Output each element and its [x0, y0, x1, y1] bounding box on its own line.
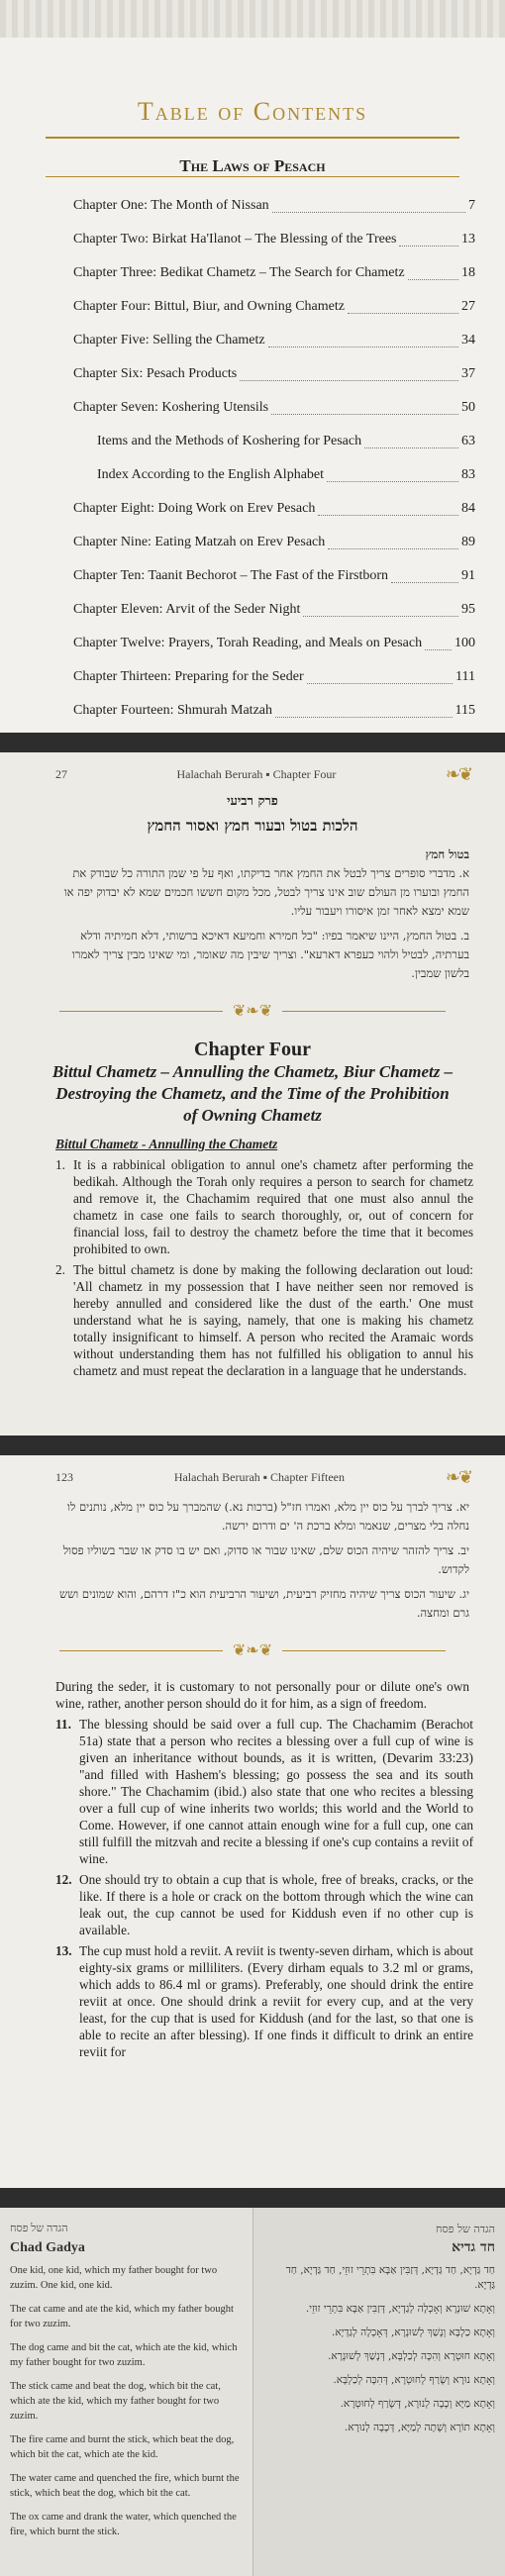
dot-leader — [268, 324, 458, 347]
hebrew-paragraph: יג. שיעור הכוס צריך שיהיה מחזיק רביעית, ושיעור הרביעית הוא כ"ז דרהם, והוא שמונים ושש גרם ומחצה. — [59, 1587, 469, 1620]
running-header — [0, 1455, 505, 1488]
ornament-icon: ❦❧❦ — [232, 1642, 273, 1659]
song-line: The dog came and bit the cat, which ate the kid, which my father bought for two zuzim. — [10, 2342, 238, 2368]
dot-leader — [348, 290, 458, 314]
paragraph-text: One should try to obtain a cup that is whole, free of breaks, cracks, or the like. If there is a hole or crack on the bottom through which the wine can leak out, the cup cannot be used for Kiddush even if no other cup is available. — [79, 1872, 473, 1937]
toc-entry-page: 111 — [455, 669, 475, 684]
toc-entry[interactable] — [73, 660, 475, 694]
paragraph — [0, 1942, 505, 2060]
toc-entry-title: Index According to the English Alphabet — [97, 467, 325, 482]
toc-entry-page: 91 — [461, 568, 475, 583]
running-head: הגדה של פסח — [10, 2223, 68, 2234]
paragraph-text: The cup must hold a reviit. A reviit is twenty-seven dirham, which is about eighty-six grams or milliliters. (Every dirham equals to 3.2 ml or grams, which adds to 86.4 ml or grams). Preferably, one should drink the entire reviit at once. One should drink a reviit for every cup, and at the very least, for the cup that is used for Kiddush (and for the last, so that one is able to recite an after blessing). If one finds it difficult to drink an entire reviit for — [79, 1943, 473, 2059]
toc-entry-page: 50 — [461, 400, 475, 415]
dot-leader — [275, 694, 453, 718]
dot-leader — [364, 425, 458, 448]
dot-leader — [271, 391, 458, 415]
toc-entry-page: 84 — [461, 501, 475, 516]
toc-entry-page: 18 — [461, 265, 475, 280]
dot-leader — [272, 189, 465, 213]
toc-entry-title: Chapter Five: Selling the Chametz — [73, 333, 265, 347]
dot-leader — [391, 559, 458, 583]
toc-entry-title: Chapter One: The Month of Nissan — [73, 198, 269, 213]
toc-entry[interactable] — [73, 593, 475, 627]
hebrew-paragraph: יב. צריך להזהר שיהיה הכוס שלם, שאינו שבור או סדוק, ואם יש בו סדק או שבר בשוליו פסול לקדוש. — [62, 1543, 469, 1576]
section-heading: Bittul Chametz - Annulling the Chametz — [55, 1137, 278, 1151]
hebrew-section-heading: בטול חמץ — [425, 847, 469, 861]
toc-entry-page: 7 — [468, 198, 475, 213]
dot-leader — [327, 458, 458, 482]
paragraph — [0, 1716, 505, 1867]
intro-paragraph: During the seder, it is customary to not personally pour or dilute one's own wine, rather, another person should do it for him, as a sign of freedom. — [55, 1679, 469, 1711]
paragraph-number: 13. — [55, 1943, 72, 1958]
toc-entry[interactable] — [73, 324, 475, 357]
song-title: חד גדיא — [452, 2239, 495, 2255]
toc-entry[interactable] — [73, 492, 475, 526]
page-gap — [0, 733, 505, 752]
song-line: חַד גַּדְיָא, חַד גַּדְיָא, דְּזַבִּין אַבָּא בִּתְרֵי זוּזֵי, חַד גַּדְיָא, חַד גַּדְיָא. — [285, 2264, 495, 2291]
paragraph-number: 1. — [55, 1157, 65, 1172]
toc-entry-title: Items and the Methods of Koshering for Pesach — [97, 434, 362, 448]
dot-leader — [307, 660, 453, 684]
toc-entry-page: 63 — [461, 434, 475, 448]
english-column — [0, 2208, 253, 2576]
toc-entry-page: 95 — [461, 602, 475, 617]
toc-entry-title: Chapter Three: Bedikat Chametz – The Search for Chametz — [73, 265, 405, 280]
song-line: וְאָתָא מַיָּא וְכָבָה לְנוּרָא, דְּשָׂרַף לְחוּטְרָא. — [340, 2398, 495, 2410]
paragraph — [0, 1261, 505, 1379]
ornament-icon: ❦❧❦ — [232, 1003, 273, 1020]
page-number: 27 — [55, 767, 67, 781]
toc-entry[interactable] — [73, 458, 475, 492]
dot-leader — [328, 526, 458, 549]
toc-entry-page: 83 — [461, 467, 475, 482]
toc-entry[interactable] — [73, 526, 475, 559]
divider-rule — [46, 137, 459, 139]
toc-entry-page: 13 — [461, 232, 475, 247]
dot-leader — [408, 256, 458, 280]
song-line: The ox came and drank the water, which quenched the fire, which burnt the stick. — [10, 2512, 237, 2537]
chad-gadya-spread — [0, 2208, 505, 2576]
divider-rule — [46, 176, 459, 177]
toc-entry-title: Chapter Eight: Doing Work on Erev Pesach — [73, 501, 316, 516]
song-line: The fire came and burnt the stick, which beat the dog, which bit the cat, which ate the kid. — [10, 2434, 235, 2460]
toc-entry[interactable] — [73, 223, 475, 256]
decorative-border — [0, 0, 505, 38]
toc-entry-title: Chapter Thirteen: Preparing for the Seder — [73, 669, 304, 684]
toc-entry[interactable] — [73, 357, 475, 391]
toc-entry-title: Chapter Ten: Taanit Bechorot – The Fast of the Firstborn — [73, 568, 389, 583]
toc-entry-page: 100 — [454, 636, 475, 650]
toc-entry-title: Chapter Eleven: Arvit of the Seder Night — [73, 602, 301, 617]
running-head: הגדה של פסח — [435, 2223, 495, 2235]
paragraph-number: 2. — [55, 1262, 65, 1277]
page-gap — [0, 2188, 505, 2208]
paragraph-number: 11. — [55, 1717, 71, 1732]
toc-entry-page: 89 — [461, 535, 475, 549]
hebrew-column — [253, 2208, 505, 2576]
running-head: Halachah Berurah ▪ Chapter Fifteen — [173, 1470, 345, 1484]
paragraph-text: The blessing should be said over a full cup. The Chachamim (Berachot 51a) state that a person who recites a blessing over a full cup of wine is given an inheritance without bounds, as it is written, (Devarim 33:23) "and filled with Hashem's blessing; go possess the sea and its south shore." The Chachamim (ibid.) also state that one who recites a blessing over a full cup of wine inherits two worlds; this world and the World to Come. However, if one cannot attain enough wine for a full cup, one can still fulfill the mitzvah and recite a blessing if one's cup contains a reviit of wine. — [79, 1717, 473, 1866]
ornament-icon: ❧❦ — [445, 764, 471, 784]
toc-entry-title: Chapter Fourteen: Shmurah Matzah — [73, 703, 273, 718]
song-line: וְאָתָא כַלְבָּא וְנָשַׁךְ לְשׁוּנְרָא, דְּאָכְלָה לְגַדְיָא. — [332, 2327, 495, 2338]
dot-leader — [303, 593, 458, 617]
chapter-heading: Chapter Four — [194, 1039, 311, 1060]
toc-entry-title: Chapter Twelve: Prayers, Torah Reading, and Meals on Pesach — [73, 636, 423, 650]
toc-entry-page: 115 — [454, 703, 475, 718]
ornamental-divider — [59, 1640, 446, 1660]
toc-entry-page: 34 — [461, 333, 475, 347]
toc-entry[interactable] — [73, 256, 475, 290]
ornamental-divider — [59, 1001, 446, 1021]
song-line: The stick came and beat the dog, which bit the cat, which ate the kid, which my father bought for two zuzim. — [10, 2381, 221, 2422]
hebrew-chapter-title: הלכות בטול ובעור חמץ ואסור החמץ — [147, 817, 358, 835]
dot-leader — [425, 627, 452, 650]
toc-entry-title: Chapter Four: Bittul, Biur, and Owning Chametz — [73, 299, 345, 314]
song-line: וְאָתָא תוֹרָא וְשָׁתָה לְמַיָּא, דְּכָבָה לְנוּרָא. — [344, 2422, 495, 2433]
hebrew-paragraph: א. מדברי סופרים צריך לבטל את החמץ אחר בדיקתו, ואף על פי שמן התורה כל שבודק את החמץ ובוערו מן העולם שוב אינו צריך לבטל, מכל מקום חששו חכמים שמא לא יבדוק יפה או שמא ימצא לאחר זמן איסורו ויעבור עליו. — [63, 866, 469, 918]
song-line: The cat came and ate the kid, which my father bought for two zuzim. — [10, 2304, 234, 2329]
toc-entry[interactable] — [73, 425, 475, 458]
paragraph-text: The bittul chametz is done by making the following declaration out loud: 'All chametz in my possession that I have neither seen nor removed is hereby annulled and considered like the dust of the earth.' One must understand what he is saying, namely, that one is making his chametz totally insignificant to himself. A person who recited the Aramaic words without understanding them has not fulfilled his obligation to annul his chametz and must repeat the declaration in a language that he understands. — [73, 1262, 473, 1378]
toc-entry-title: Chapter Nine: Eating Matzah on Erev Pesach — [73, 535, 326, 549]
song-lines — [10, 2263, 243, 2539]
toc-entry[interactable] — [73, 694, 475, 728]
hebrew-paragraph: יא. צריך לברך על כוס יין מלא, ואמרו חז"ל (ברכות נא.) שהמברך על כוס יין מלא, נותנים לו נחלה בלי מצרים, שנאמר ומלא ברכת ה' ים ודרום ירשה. — [66, 1500, 469, 1533]
ornament-icon: ❧❦ — [445, 1467, 471, 1487]
toc-page — [0, 0, 505, 733]
chapter-fifteen-page — [0, 1455, 505, 2188]
toc-entry-page: 37 — [461, 366, 475, 381]
page-number: 123 — [55, 1470, 73, 1484]
toc-entry[interactable] — [73, 391, 475, 425]
dot-leader — [240, 357, 458, 381]
song-line: וְאָתָא חוּטְרָא וְהִכָּה לְכַלְבָּא, דְּנָשַׁךְ לְשׁוּנְרָא. — [328, 2350, 495, 2362]
toc-entry[interactable] — [73, 189, 475, 223]
chapter-title: Bittul Chametz – Annulling the Chametz, Biur Chametz – Destroying the Chametz, and the Time of the Prohibition of Owning Chametz — [51, 1062, 454, 1125]
song-lines — [263, 2263, 496, 2435]
song-line: One kid, one kid, which my father bought for two zuzim. One kid, one kid. — [10, 2265, 218, 2291]
toc-entry-title: Chapter Two: Birkat Ha'Ilanot – The Blessing of the Trees — [73, 232, 397, 247]
toc-entry-title: Chapter Six: Pesach Products — [73, 366, 238, 381]
paragraph-number: 12. — [55, 1872, 72, 1887]
song-line: וְאָתָא שׁוּנְרָא וְאָכְלָה לְגַדְיָא, דְּזַבִּין אַבָּא בִּתְרֵי זוּזֵי. — [305, 2303, 495, 2315]
paragraph — [0, 1156, 505, 1257]
toc-title: Table of Contents — [137, 97, 368, 126]
running-header — [0, 752, 505, 785]
paragraph — [0, 1871, 505, 1938]
toc-entry[interactable] — [73, 290, 475, 324]
running-head: Halachah Berurah ▪ Chapter Four — [176, 767, 337, 781]
song-line: וְאָתָא נוּרָא וְשָׂרַף לְחוּטְרָא, דְּהִכָּה לְכַלְבָּא. — [333, 2374, 495, 2386]
toc-entry[interactable] — [73, 559, 475, 593]
dot-leader — [318, 492, 458, 516]
song-title: Chad Gadya — [10, 2240, 85, 2255]
toc-subtitle: The Laws of Pesach — [179, 156, 326, 175]
song-line: The water came and quenched the fire, which burnt the stick, which beat the dog, which bit the cat. — [10, 2473, 240, 2499]
toc-entry[interactable] — [73, 627, 475, 660]
paragraph-text: It is a rabbinical obligation to annul one's chametz after performing the bedikah. Although the Torah only requires a person to search for chametz and remove it, the Chachamim required that one must also annul the chametz in case one fails to search thoroughly, or, out of concern for financial loss, fail to destroy the chametz before the time that it becomes prohibited to own. — [73, 1157, 473, 1256]
chapter-four-page — [0, 752, 505, 1436]
dot-leader — [399, 223, 458, 247]
toc-entry-page: 27 — [461, 299, 475, 314]
hebrew-paragraph: ב. בטול החמץ, היינו שיאמר בפיו: "כל חמירא וחמיעא דאיכא ברשותי, דלא חמיתיה ודלא בערתיה, לבטיל ולהוי כעפרא דארעא". וצריך שיבין מה שאומר, ומי שאינו מבין צריך לאמרו בלשון שמבין. — [71, 929, 469, 980]
toc-entry-title: Chapter Seven: Koshering Utensils — [73, 400, 269, 415]
hebrew-chapter-label: פרק רביעי — [227, 794, 278, 809]
page-gap — [0, 1436, 505, 1455]
toc-list — [73, 189, 475, 733]
